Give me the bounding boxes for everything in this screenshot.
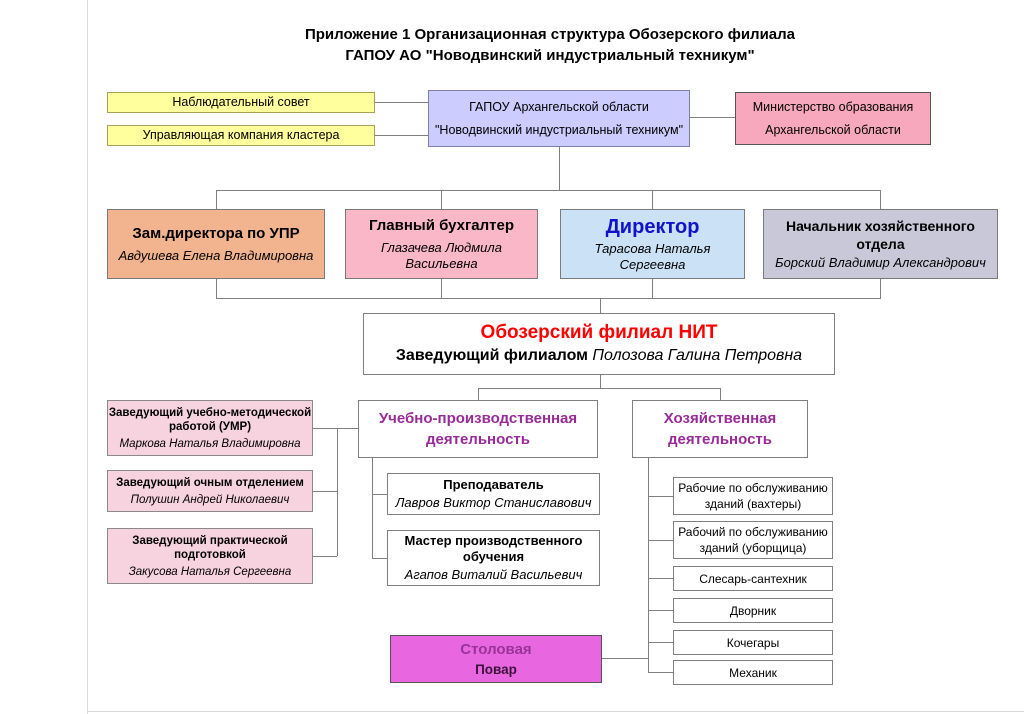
branch-person: Полозова Галина Петровна <box>592 347 803 364</box>
node-label-line1: ГАПОУ Архангельской области <box>469 99 649 114</box>
node-plumber <box>673 566 833 591</box>
connector <box>478 388 479 400</box>
node-label-line2: Архангельской области <box>765 122 901 137</box>
node-person: Маркова Наталья Владимировна <box>119 437 301 450</box>
connector <box>375 135 428 136</box>
node-title-line1: Начальник хозяйственного <box>786 218 975 234</box>
node-label-line1: Рабочий по обслуживанию <box>678 525 828 539</box>
connector <box>372 494 387 495</box>
connector <box>648 642 673 643</box>
node-teacher <box>387 473 600 515</box>
node-educational-activity <box>358 400 598 458</box>
node-title-line2: работой (УМР) <box>168 420 252 433</box>
node-title: Главный бухгалтер <box>368 217 514 234</box>
node-person: Борский Владимир Александрович <box>775 255 986 270</box>
connector <box>216 190 217 209</box>
node-label-line1: Министерство образования <box>752 99 914 114</box>
node-label-line2: "Новодвинский индустриальный техникум" <box>434 122 684 137</box>
connector <box>216 279 217 298</box>
page-edge-left <box>87 0 88 714</box>
node-person: Повар <box>475 661 517 677</box>
connector <box>375 102 428 103</box>
node-supervisory-board <box>107 92 375 113</box>
connector <box>880 279 881 298</box>
connector <box>600 375 601 388</box>
node-building-worker-cleaner <box>673 521 833 559</box>
node-title: Заведующий очным отделением <box>116 476 304 489</box>
node-title-line1: Заведующий учебно-методической <box>108 406 312 419</box>
node-ministry <box>735 92 931 145</box>
connector <box>372 458 373 558</box>
node-umr-head <box>107 400 313 456</box>
connector <box>441 190 442 209</box>
connector <box>337 428 338 556</box>
node-director <box>560 209 745 279</box>
node-building-workers-watchmen <box>673 477 833 515</box>
node-label: Слесарь-сантехник <box>699 571 807 586</box>
branch-subtitle <box>396 345 802 367</box>
node-household-activity <box>632 400 808 458</box>
node-title-line2: обучения <box>462 549 525 564</box>
node-label: Кочегары <box>726 635 780 650</box>
node-label-line1: Рабочие по обслуживанию <box>678 481 828 495</box>
node-title: Директор <box>605 216 700 238</box>
node-title-line1: Хозяйственная <box>663 410 777 427</box>
node-label: Управляющая компания кластера <box>142 128 340 142</box>
branch-role: Заведующий филиалом <box>395 347 588 364</box>
chart-title-line1: Приложение 1 Организационная структура Обозерского филиала <box>304 26 796 43</box>
node-title-line2: деятельность <box>668 431 772 448</box>
node-label: Наблюдательный совет <box>172 95 310 109</box>
connector <box>690 117 735 118</box>
chart-title <box>100 24 1000 66</box>
connector <box>313 556 337 557</box>
node-label-line2: зданий (вахтеры) <box>704 497 802 511</box>
node-managing-company <box>107 125 375 146</box>
connector <box>216 298 881 299</box>
node-stokers <box>673 630 833 655</box>
connector <box>648 610 673 611</box>
node-title-line2: отдела <box>856 236 905 252</box>
node-training-master <box>387 530 600 586</box>
connector <box>313 428 358 429</box>
connector <box>478 388 721 389</box>
connector <box>880 190 881 209</box>
node-person: Агапов Виталий Васильевич <box>404 567 583 582</box>
node-practical-training-head <box>107 528 313 584</box>
connector <box>441 279 442 298</box>
connector <box>652 279 653 298</box>
connector <box>600 298 601 313</box>
node-label: Дворник <box>729 603 777 618</box>
node-deputy-director-upr <box>107 209 325 279</box>
node-head-institution <box>428 90 690 147</box>
connector <box>648 458 649 672</box>
connector <box>652 190 653 209</box>
connector <box>559 147 560 190</box>
node-janitor <box>673 598 833 623</box>
node-branch <box>363 313 835 375</box>
node-person: Авдушева Елена Владимировна <box>118 248 314 263</box>
connector <box>648 672 673 673</box>
node-mechanic <box>673 660 833 685</box>
node-title: Зам.директора по УПР <box>132 225 300 242</box>
node-person: Глазачева Людмила Васильевна <box>381 240 502 271</box>
node-fulltime-dept-head <box>107 470 313 512</box>
connector <box>648 578 673 579</box>
node-label-line2: зданий (уборщица) <box>699 541 807 555</box>
connector <box>216 190 881 191</box>
node-person: Лавров Виктор Станиславович <box>395 495 592 510</box>
connector <box>720 388 721 400</box>
node-title-line2: подготовкой <box>174 548 246 561</box>
node-title-line1: Мастер производственного <box>404 533 583 548</box>
connector <box>602 658 648 659</box>
node-title-line1: Учебно-производственная <box>378 410 578 427</box>
connector <box>648 496 673 497</box>
node-person: Закусова Наталья Сергеевна <box>128 565 292 578</box>
node-person: Тарасова Наталья Сергеевна <box>594 241 711 272</box>
node-chief-accountant <box>345 209 538 279</box>
node-household-department-head <box>763 209 998 279</box>
node-person: Полушин Андрей Николаевич <box>130 493 290 506</box>
node-title-line1: Заведующий практической <box>132 534 288 547</box>
node-title-line2: деятельность <box>426 431 530 448</box>
page-edge-bottom <box>87 711 1024 712</box>
node-title: Столовая <box>460 640 532 658</box>
branch-title: Обозерский филиал НИТ <box>480 322 718 343</box>
connector <box>372 558 387 559</box>
connector <box>313 491 337 492</box>
node-label: Механик <box>729 665 777 680</box>
chart-title-line2: ГАПОУ АО "Новодвинский индустриальный техникум" <box>345 47 755 64</box>
connector <box>648 540 673 541</box>
node-title: Преподаватель <box>443 477 544 492</box>
node-canteen <box>390 635 602 683</box>
